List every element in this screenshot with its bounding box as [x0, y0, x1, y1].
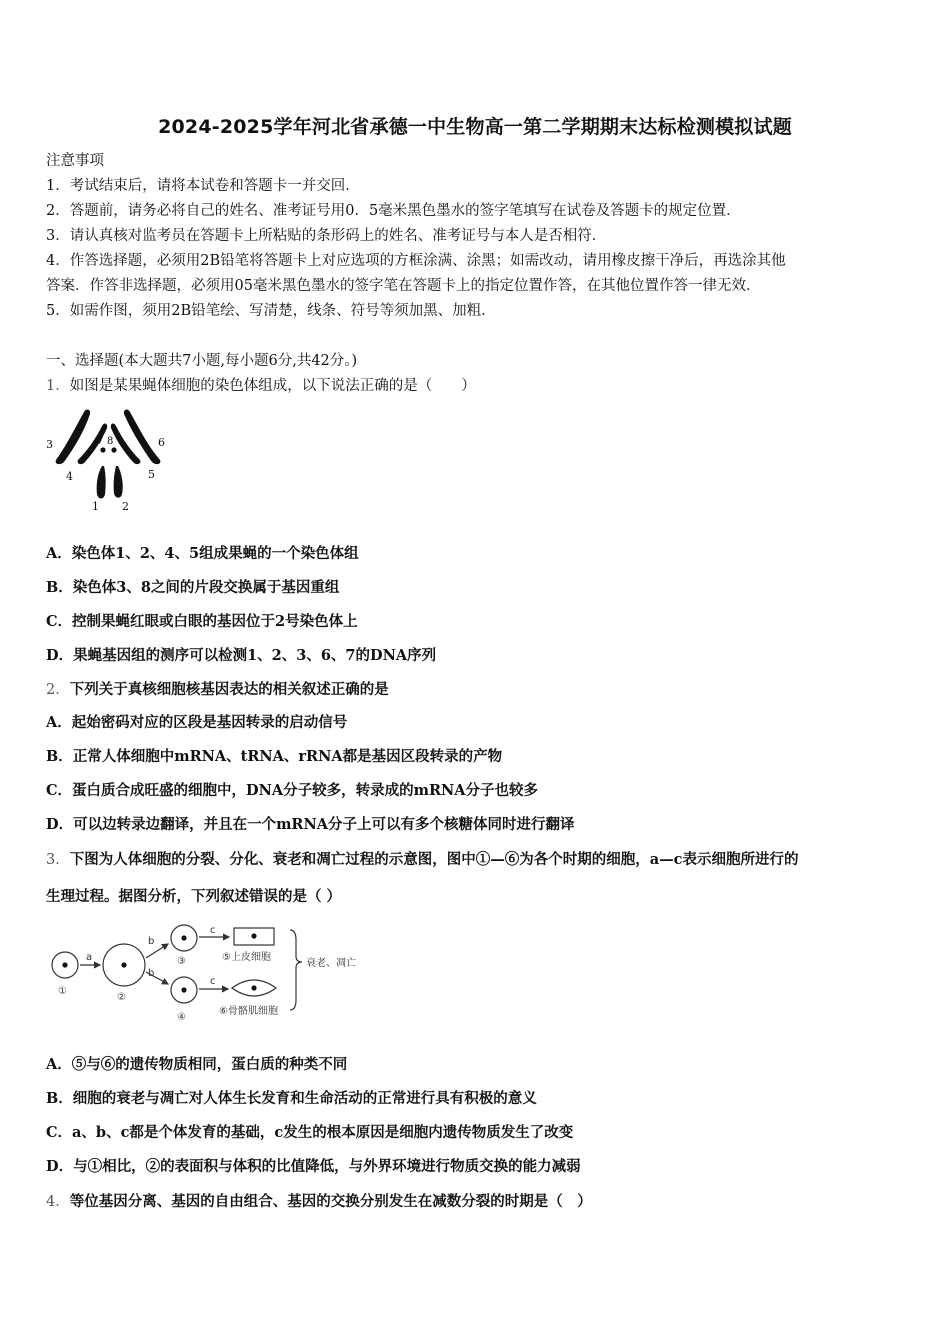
- page-title: 2024-2025学年河北省承德一中生物高一第二学期期末达标检测模拟试题: [158, 116, 792, 138]
- notice-item-2: 2．答题前，请务必将自己的姓名、准考证号用0．5毫米黑色墨水的签字笔填写在试卷及答题卡的规定位置．: [46, 203, 741, 219]
- cell-process-figure: [44, 920, 374, 1026]
- question-4-stem: [46, 1192, 592, 1212]
- chromosome-2: [114, 466, 123, 498]
- label-fate: 衰老、凋亡: [306, 958, 356, 969]
- label-cell6: ⑥骨骼肌细胞: [219, 1006, 278, 1017]
- label-a: a: [86, 952, 93, 963]
- label-7: 7: [97, 436, 104, 447]
- label-c-bot: c: [210, 976, 216, 987]
- question-1-stem: [46, 376, 476, 396]
- question-3-stem: [46, 850, 798, 870]
- label-c3: ③: [177, 956, 186, 967]
- question-2-option-d: D．可以边转录边翻译，并且在一个mRNA分子上可以有多个核糖体同时进行翻译: [46, 816, 575, 833]
- question-2-option-c: C．蛋白质合成旺盛的细胞中，DNA分子较多，转录成的mRNA分子也较多: [46, 782, 539, 799]
- question-1-option-a: A．染色体1、2、4、5组成果蝇的一个染色体组: [46, 545, 359, 562]
- chromosome-8: [111, 447, 116, 452]
- chromosome-figure: [44, 404, 174, 516]
- label-b2: b: [148, 968, 155, 979]
- label-c-top: c: [210, 925, 216, 936]
- question-text: 如图是某果蝇体细胞的染色体组成，以下说法正确的是（ ）: [69, 378, 476, 394]
- label-4: 4: [66, 470, 73, 483]
- chromosome-7: [100, 447, 105, 452]
- label-8: 8: [107, 436, 114, 447]
- question-2-option-a: A．起始密码对应的区段是基因转录的启动信号: [46, 714, 348, 731]
- question-3-option-a: A．⑤与⑥的遗传物质相同，蛋白质的种类不同: [46, 1056, 348, 1073]
- label-6: 6: [158, 436, 165, 449]
- question-3-option-d: D．与①相比，②的表面积与体积的比值降低，与外界环境进行物质交换的能力减弱: [46, 1158, 581, 1175]
- question-3-option-b: B．细胞的衰老与凋亡对人体生长发育和生命活动的正常进行具有积极的意义: [46, 1090, 537, 1107]
- brace: [290, 930, 302, 1010]
- label-b1: b: [148, 936, 155, 947]
- question-1-option-d: D．果蝇基因组的测序可以检测1、2、3、6、7的DNA序列: [46, 647, 437, 664]
- question-2-option-b: B．正常人体细胞中mRNA、tRNA、rRNA都是基因区段转录的产物: [46, 748, 503, 765]
- question-1-option-b: B．染色体3、8之间的片段交换属于基因重组: [46, 579, 340, 596]
- question-text: 下列关于真核细胞核基因表达的相关叙述正确的是: [69, 681, 389, 698]
- question-2-stem: [46, 680, 389, 700]
- question-number: 4．: [46, 1194, 70, 1210]
- question-number: 2．: [46, 682, 70, 698]
- notice-heading: 注意事项: [46, 153, 104, 169]
- question-text: 下图为人体细胞的分裂、分化、衰老和凋亡过程的示意图，图中①—⑥为各个时期的细胞，a—c表示细胞所进行的: [69, 851, 799, 868]
- question-1-option-c: C．控制果蝇红眼或白眼的基因位于2号染色体上: [46, 613, 358, 630]
- section-heading: 一、选择题(本大题共7小题,每小题6分,共42分。): [46, 353, 358, 369]
- question-3-option-c: C．a、b、c都是个体发育的基础，c发生的根本原因是细胞内遗传物质发生了改变: [46, 1124, 574, 1141]
- question-number: 3．: [46, 852, 70, 868]
- label-c4: ④: [177, 1012, 186, 1023]
- question-number: 1．: [46, 378, 70, 394]
- notice-item-4-cont: 答案．作答非选择题，必须用05毫米黑色墨水的签字笔在答题卡上的指定位置作答，在其他位置作答一律无效．: [46, 278, 761, 294]
- question-3-stem-cont: 生理过程。据图分析，下列叙述错误的是（ ）: [46, 888, 342, 905]
- notice-item-3: 3．请认真核对监考员在答题卡上所粘贴的条形码上的姓名、准考证号与本人是否相符．: [46, 228, 607, 244]
- notice-item-1: 1．考试结束后，请将本试卷和答题卡一并交回．: [46, 178, 360, 194]
- question-text: 等位基因分离、基因的自由组合、基因的交换分别发生在减数分裂的时期是（ ）: [69, 1193, 592, 1210]
- label-cell5: ⑤上皮细胞: [222, 952, 271, 963]
- notice-item-4: 4．作答选择题，必须用2B铅笔将答题卡上对应选项的方框涂满、涂黑；如需改动，请用橡皮擦干净后，再选涂其他: [46, 253, 786, 269]
- label-c2: ②: [117, 992, 126, 1003]
- label-1: 1: [92, 500, 99, 513]
- label-3: 3: [46, 438, 53, 451]
- chromosome-1: [97, 466, 106, 499]
- label-5: 5: [148, 468, 155, 481]
- label-c1: ①: [58, 986, 67, 997]
- notice-item-5: 5．如需作图，须用2B铅笔绘、写清楚，线条、符号等须加黑、加粗．: [46, 303, 496, 319]
- label-2: 2: [122, 500, 129, 513]
